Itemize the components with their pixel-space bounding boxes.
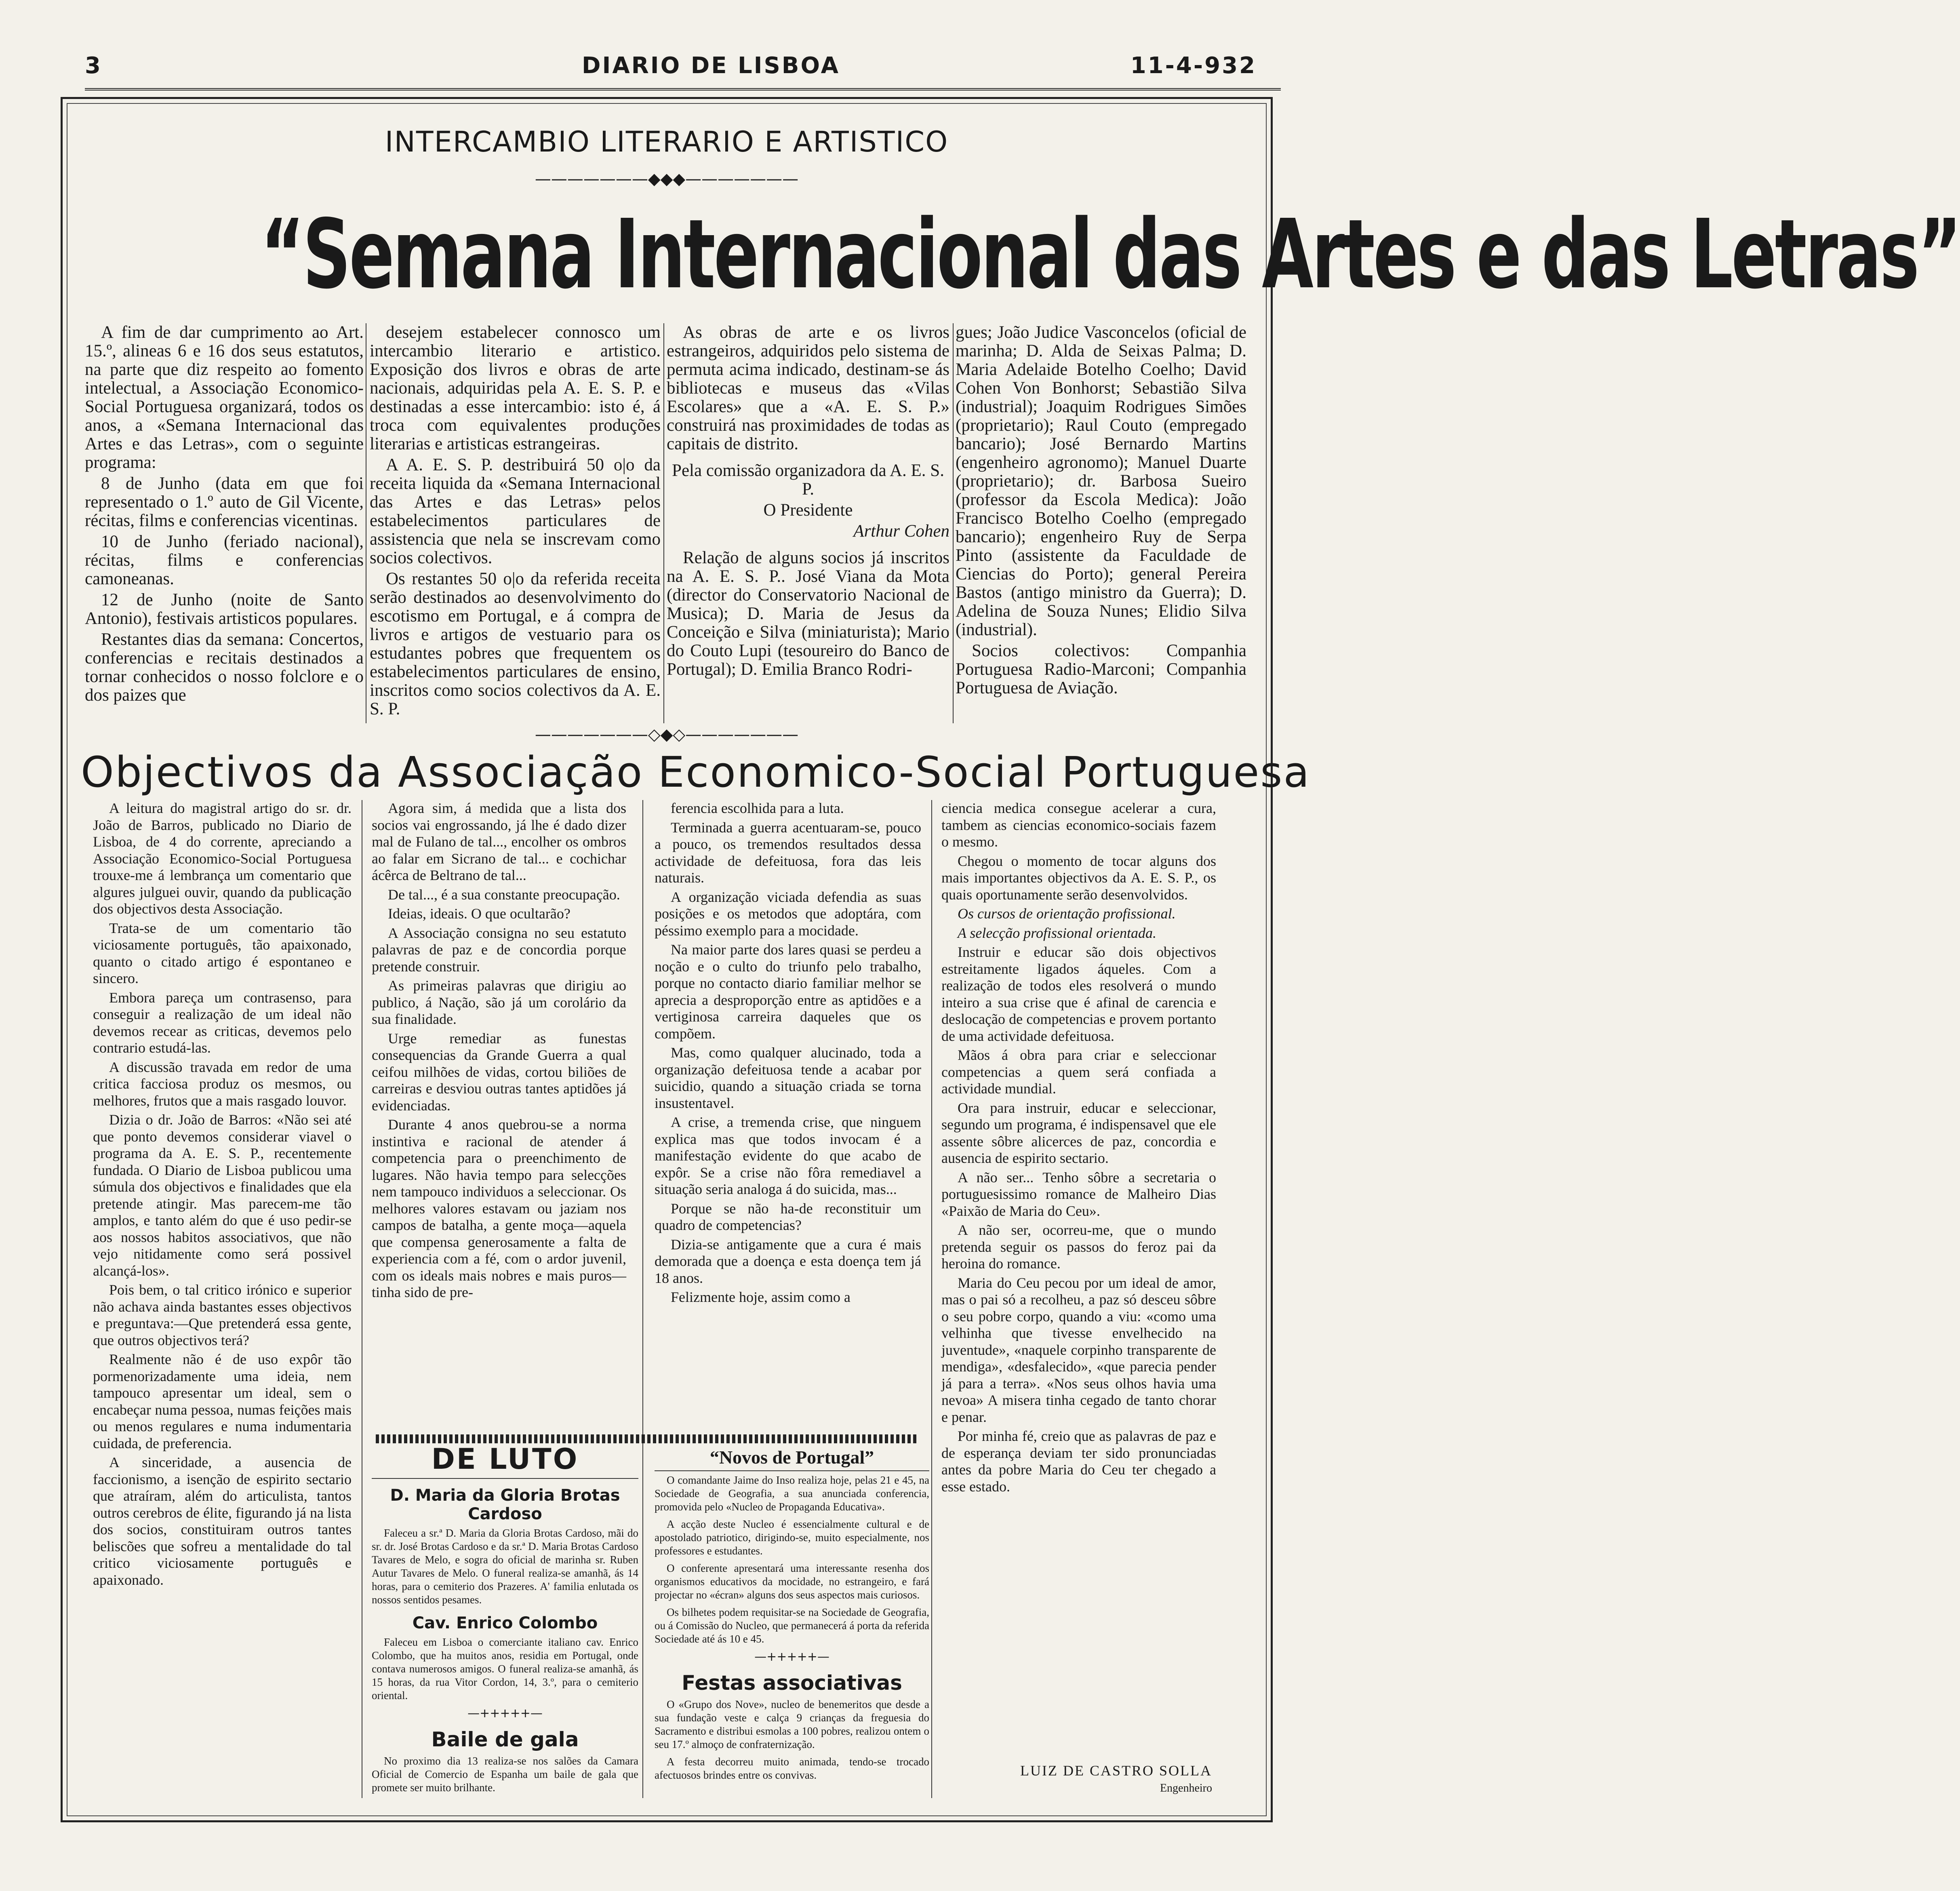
paragraph: ferencia escolhida para a luta. — [671, 800, 844, 816]
paragraph: A organização viciada defendia as suas posições e os metodos que adoptára, com péssimo exemplo para a mocidade. — [655, 889, 921, 939]
decorative-strip — [376, 1434, 917, 1443]
article2-column-4 — [941, 800, 1216, 1802]
paragraph: Instruir e educar são dois objectivos estreitamente ligados áqueles. Com a realização de todos eles resolverá o mundo inteiro a sua crise que é afinal de carencia e deslocação de competencias e provem portanto de uma actividade defeituosa. — [941, 944, 1216, 1044]
column-rule — [642, 800, 643, 1798]
divider — [372, 1478, 638, 1479]
paragraph: Pois bem, o tal critico irónico e superior não achava ainda bastantes esses objectivos e preguntava:—Que pretenderá essa gente, que outros objectivos terá? — [93, 1282, 352, 1348]
paragraph: 8 de Junho (data em que foi representado o 1.º auto de Gil Vicente, récitas, films e conferencias vicentinas. — [85, 474, 364, 530]
paragraph: Mãos á obra para criar e seleccionar competencias a quem será confiada a actividade mundial. — [941, 1047, 1216, 1097]
separator: —+++++— — [754, 1650, 829, 1664]
paragraph: Chegou o momento de tocar alguns dos mais importantes objectivos da A. E. S. P., os quais oportunamente serão desenvolvidos. — [941, 853, 1216, 903]
novos-de-portugal-box — [655, 1442, 929, 1806]
masthead-rule — [85, 88, 1281, 91]
signature-title: O Presidente — [763, 501, 853, 520]
paragraph: Ora para instruir, educar e seleccionar, segundo um programa, é indispensavel que ele assente sôbre alicerces de paz, concordia e ausencia de espirito sectario. — [941, 1099, 1216, 1166]
de-luto-box — [372, 1442, 638, 1806]
column-rule — [931, 800, 932, 1798]
article2-column-3 — [655, 800, 921, 1430]
paragraph: Terminada a guerra acentuaram-se, pouco a pouco, os tremendos resultados dessa actividade de defeituosa, fora das leis naturais. — [655, 819, 921, 886]
obituary-title: D. Maria da Gloria Brotas Cardoso — [390, 1486, 620, 1523]
paragraph: A não ser... Tenho sôbre a secretaria o portuguesissimo romance de Malheiro Dias «Paixão de Maria do Ceu». — [941, 1169, 1216, 1219]
paragraph: Agora sim, á medida que a lista dos socios vai engrossando, já lhe é dado dizer mal de Fulano de tal..., encolher os ombros ao falar em Sicrano de tal... e cochichar ácêrca de Beltrano de tal... — [372, 800, 626, 883]
article1-headline: “Semana Internacional das Artes e das Letras” — [261, 199, 1960, 310]
ornament-divider: ———————◇◆◇——————— — [535, 725, 799, 744]
paragraph: Os bilhetes podem requisitar-se na Sociedade de Geografia, ou á Comissão do Nucleo, que permanecerá á porta da referida Sociedade até ás 10 e 45. — [655, 1606, 929, 1645]
signature-commission: Pela comissão organizadora da A. E. S. P. — [672, 461, 944, 499]
article2-column-2 — [372, 800, 626, 1430]
column-rule — [953, 323, 954, 723]
paragraph: Trata-se de um comentario tão viciosamente português, tão apaixonado, quanto o citado artigo é espontaneo e sincero. — [93, 920, 352, 986]
de-luto-title: DE LUTO — [431, 1442, 579, 1476]
paragraph: A crise, a tremenda crise, que ninguem explica mas que todos invocam é a manifestação evidente do que acabo de expôr. Se a crise não fôra remediavel a situação seria analoga á do suicida, mas... — [655, 1114, 921, 1197]
paragraph: A leitura do magistral artigo do sr. dr. João de Barros, publicado no Diario de Lisboa, de 4 do corrente, apreciando a Associação Economico-Social Portuguesa trouxe-me á lembrança um comentario que algures julguei ouvir, quando da publicação dos objectivos desta Associação. — [93, 800, 352, 917]
column-rule — [663, 323, 664, 723]
paragraph: As primeiras palavras que dirigiu ao publico, á Nação, são já um corolário da sua finalidade. — [372, 977, 626, 1027]
paragraph: Realmente não é de uso expôr tão pormenorizadamente uma ideia, nem tampouco apresentar um ideal, sem o encabeçar numa pessoa, numas feições mais ou menos regulares e numa indumentaria cuidada, de preferencia. — [93, 1351, 352, 1451]
article1-column-2 — [370, 323, 661, 727]
author-name: LUIZ DE CASTRO SOLLA — [1020, 1763, 1212, 1779]
paragraph: O conferente apresentará uma interessante resenha dos organismos educativos da mocidade, no estrangeiro, e fará projectar no «écran» alguns dos seus aspectos mais curiosos. — [655, 1562, 929, 1601]
baile-text: No proximo dia 13 realiza-se nos salões da Camara Oficial de Comercio de Espanha um baile de gala que promete ser muito brilhante. — [372, 1755, 638, 1794]
article1-kicker: INTERCAMBIO LITERARIO E ARTISTICO — [385, 125, 949, 158]
paragraph: Os restantes 50 o|o da referida receita serão destinados ao desenvolvimento do escotismo em Portugal, e á compra de livros e artigos de vestuario para os estudantes pobres que frequentem os estabelecimentos particulares de ensino, inscritos como socios colectivos da A. E. S. P. — [370, 569, 661, 718]
paragraph: As obras de arte e os livros estrangeiros, adquiridos pelo sistema de permuta acima indicado, destinam-se ás bibliotecas e museus das «Vilas Escolares» que a «A. E. S. P.» construirá nas proximidades de todas as capitais de distrito. — [667, 323, 949, 453]
paragraph: Urge remediar as funestas consequencias da Grande Guerra a qual ceifou milhões de vidas, cortou biliões de carreiras e desviou outras tantes aptidões já evidenciadas. — [372, 1030, 626, 1114]
paragraph: Dizia-se antigamente que a cura é mais demorada que a doença e esta doença tem já 18 anos. — [655, 1236, 921, 1286]
article1-column-4 — [956, 323, 1246, 727]
paragraph: Socios colectivos: Companhia Portuguesa Radio-Marconi; Companhia Portuguesa de Aviação. — [956, 641, 1246, 697]
issue-date: 11-4-932 — [1130, 53, 1257, 79]
paragraph: A A. E. S. P. destribuirá 50 o|o da receita liquida da «Semana Internacional das Artes e das Letras» pelos estabelecimentos particulares de assistencia que nela se inscrevam como socios colectivos. — [370, 455, 661, 567]
paragraph: Maria do Ceu pecou por um ideal de amor, mas o pai só a recolheu, a paz só desceu sôbre o seu pobre corpo, quando a viu: «como uma velhinha que tivesse envelhecido na juventude», «naquele corpinho transparente de mendiga», «desfalecido», «que parecia pender já para a terra». «Nos seus olhos havia uma nevoa» A misera tinha cegado de tanto chorar e penar. — [941, 1274, 1216, 1425]
paragraph: desejem estabelecer connosco um intercambio literario e artistico. Exposição dos livros e obras de arte nacionais, adquiridas pela A. E. S. P. e destinadas a esse intercambio: isto é, á troca com equivalentes produções literarias e artisticas estrangeiras. — [370, 323, 661, 453]
paragraph: A festa decorreu muito animada, tendo-se trocado afectuosos brindes entre os convivas. — [655, 1756, 929, 1781]
paragraph: A Associação consigna no seu estatuto palavras de paz e de concordia porque pretende construir. — [372, 924, 626, 975]
paragraph: A acção deste Nucleo é essencialmente cultural e de apostolado patriotico, dirigindo-se, muito especialmente, nos professores e estudantes. — [655, 1518, 929, 1557]
article2-column-1 — [93, 800, 352, 1802]
article2-signature — [982, 1762, 1212, 1797]
paragraph: Por minha fé, creio que as palavras de paz e de esperança deviam ter sido pronunciadas antes da pobre Maria do Ceu ter chegado a esse estado. — [941, 1428, 1216, 1495]
ornament-divider: ———————◆◆◆——————— — [535, 170, 799, 188]
paragraph: Restantes dias da semana: Concertos, conferencias e recitais destinados a tornar conhecidos o nosso folclore e o dos paizes que — [85, 630, 364, 705]
paragraph: Os cursos de orientação profissional. — [958, 905, 1176, 922]
paragraph: O comandante Jaime do Inso realiza hoje, pelas 21 e 45, na Sociedade de Geografia, a sua anunciada conferencia, promovida pelo «Nucleo de Propaganda Educativa». — [655, 1474, 929, 1513]
article1-column-1 — [85, 323, 364, 727]
author-role: Engenheiro — [1160, 1782, 1212, 1794]
paragraph: ciencia medica consegue acelerar a cura, tambem as ciencias economico-sociais fazem o mesmo. — [941, 800, 1216, 850]
page-number: 3 — [85, 53, 102, 79]
divider — [655, 1470, 929, 1471]
paragraph: Embora pareça um contrasenso, para conseguir a realização de um ideal não devemos recear as criticas, devemos pelo contrario estudá-las. — [93, 989, 352, 1056]
novos-title: “Novos de Portugal” — [709, 1447, 874, 1468]
obituary-text: Faleceu a sr.ª D. Maria da Gloria Brotas Cardoso, mãi do sr. dr. José Brotas Cardoso e da sr.ª D. Maria Brotas Cardoso Tavares de Melo, e sogra do oficial de marinha sr. Ruben Autur Tavares de Melo. O funeral realiza-se amanhã, ás 14 horas, para o cemiterio dos Prazeres. A' familia enlutada os nossos sentidos pesames. — [372, 1527, 638, 1606]
paragraph: A sinceridade, a ausencia de faccionismo, a isenção de espirito sectario que atraíram, além do articulista, tantos outros cerebros de élite, figurando já na lista dos socios, constituiram outros tantes beliscões que sofreu a mentalidade do tal critico viciosamente português e apaixonado. — [93, 1454, 352, 1588]
signature-name: Arthur Cohen — [853, 522, 949, 541]
article1-column-3 — [667, 323, 949, 727]
festas-title: Festas associativas — [682, 1671, 902, 1695]
paragraph: gues; João Judice Vasconcelos (oficial de marinha; D. Alda de Seixas Palma; D. Maria Adelaide Botelho Coelho; David Cohen Von Bonhorst; Sebastião Silva (industrial); Joaquim Rodrigues Simões (proprietario); Raul Couto (empregado bancario); José Bernardo Martins (engenheiro agronomo); Manuel Duarte (proprietario); dr. Barbosa Sueiro (professor da Escola Medica): João Francisco Botelho Coelho (empregado bancario); engenheiro Ruy de Serpa Pinto (assistente da Faculdade de Ciencias do Porto); general Pereira Bastos (antigo ministro da Guerra); D. Adelina de Souza Nunes; Elidio Silva (industrial). — [956, 323, 1246, 639]
baile-title: Baile de gala — [431, 1728, 579, 1751]
paragraph: Mas, como qualquer alucinado, toda a organização defeituosa tende a acabar por suicidio, quando a situação criada se torna insustentavel. — [655, 1044, 921, 1111]
paragraph: Felizmente hoje, assim como a — [671, 1289, 851, 1305]
paragraph: Durante 4 anos quebrou-se a norma instintiva e racional de atender á competencia para o preenchimento de lugares. Não havia tempo para selecções nem tampouco individuos a seleccionar. Os melhores valores estavam ou jaziam nos campos de batalha, a gente moça—aquela que compensa generosamente a falta de experiencia com a fé, com o ardor juvenil, com os ideals mais nobres e mais puros—tinha sido de pre- — [372, 1116, 626, 1300]
paragraph: 10 de Junho (feriado nacional), récitas, films e conferencias camoneanas. — [85, 532, 364, 588]
newspaper-name: DIARIO DE LISBOA — [582, 53, 840, 79]
paragraph: De tal..., é a sua constante preocupação. — [388, 886, 620, 903]
paragraph: Dizia o dr. João de Barros: «Não sei até que ponto devemos considerar viavel o programa da A. E. S. P., recentemente fundada. O Diario de Lisboa publicou uma súmula dos objectivos e finalidades que ela pretende atingir. Mas parecem-me tão amplos, e tanto além do que é uso pedir-se aos nossos habitos associativos, que não vejo nitidamente como será possivel alcançá-los». — [93, 1112, 352, 1279]
separator: —+++++— — [467, 1706, 543, 1720]
paragraph: A discussão travada em redor de uma critica facciosa produz os mesmos, ou melhores, frutos que a mais rasgado louvor. — [93, 1059, 352, 1109]
obituary-title: Cav. Enrico Colombo — [412, 1614, 598, 1632]
paragraph: Ideias, ideais. O que ocultarão? — [388, 905, 571, 922]
paragraph: 12 de Junho (noite de Santo Antonio), festivais artisticos populares. — [85, 590, 364, 628]
paragraph: A não ser, ocorreu-me, que o mundo pretenda seguir os passos do feroz pai da heroina do romance. — [941, 1222, 1216, 1272]
article2-headline: Objectivos da Associação Economico-Social Portuguesa — [81, 748, 1311, 797]
paragraph: Na maior parte dos lares quasi se perdeu a noção e o culto do triunfo pelo trabalho, porque no contacto diario familiar melhor se aprecia a desproporção entre as aptidões e a vertiginosa carreira daqueles que os compõem. — [655, 941, 921, 1042]
obituary-text: Faleceu em Lisboa o comerciante italiano cav. Enrico Colombo, que ha muitos anos, residia em Portugal, onde contava numerosos amigos. O funeral realiza-se amanhã, ás 15 horas, da rua Vitor Cordon, 14, 3.º, para o cemiterio oriental. — [372, 1636, 638, 1701]
masthead — [85, 53, 1257, 85]
paragraph: Porque se não ha-de reconstituir um quadro de competencias? — [655, 1200, 921, 1233]
paragraph: A selecção profissional orientada. — [958, 924, 1156, 941]
paragraph: Relação de alguns socios já inscritos na A. E. S. P.. José Viana da Mota (director do Conservatorio Nacional de Musica); D. Maria de Jesus da Conceição e Silva (miniaturista); Mario do Couto Lupi (tesoureiro do Banco de Portugal); D. Emilia Branco Rodri- — [667, 548, 949, 679]
paragraph: A fim de dar cumprimento ao Art. 15.º, alineas 6 e 16 dos seus estatutos, na parte que diz respeito ao fomento intelectual, a Associação Economico-Social Portuguesa organizará, todos os anos, a «Semana Internacional das Artes e das Letras», com o seguinte programa: — [85, 323, 364, 472]
paragraph: O «Grupo dos Nove», nucleo de benemeritos que desde a sua fundação veste e calça 9 crianças da freguesia do Sacramento e distribui esmolas a 100 pobres, realizou ontem o seu 17.º almoço de confraternização. — [655, 1698, 929, 1750]
